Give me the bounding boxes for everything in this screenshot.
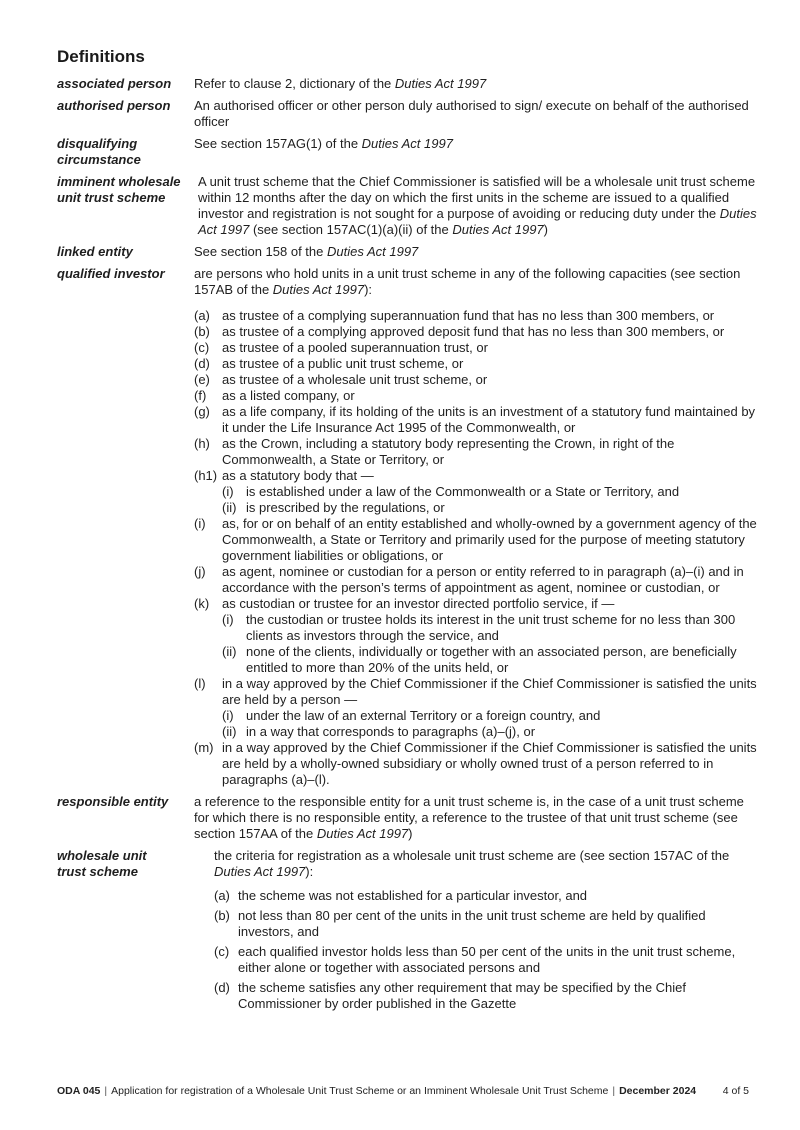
qualified-investor-list xyxy=(194,308,757,788)
definition-term: linked entity xyxy=(57,244,133,259)
act-reference: Duties Act 1997 xyxy=(214,864,306,879)
list-item-body: not less than 80 per cent of the units in the unit trust scheme are held by qualified investors, and xyxy=(238,908,706,939)
list-item-body: as a listed company, or xyxy=(222,388,355,403)
definition-associated-person xyxy=(57,76,757,92)
list-marker: (c) xyxy=(214,944,230,959)
sub-list-item-text: in a way that corresponds to paragraphs (a)–(j), or xyxy=(246,724,536,739)
definition-text xyxy=(194,136,757,168)
page-heading: Definitions xyxy=(57,47,145,66)
list-item xyxy=(194,372,757,388)
list-marker: (d) xyxy=(194,356,210,371)
list-item-text xyxy=(222,308,757,324)
list-item-body: as trustee of a complying approved deposit fund that has no less than 300 members, or xyxy=(222,324,725,339)
definition-body: A unit trust scheme that the Chief Commissioner is satisfied will be a wholesale unit trust scheme within 12 months after the day on which the first units in the scheme are issued to a qualified investor and registration is not sought for a purpose of avoiding or reducing duty under the xyxy=(198,174,756,221)
list-marker: (c) xyxy=(194,340,210,355)
list-item-body: as agent, nominee or custodian for a person or entity referred to in paragraph (a)–(i) and in accordance with the person’s terms of appointment as agent, nominee or custodian, or xyxy=(222,564,744,595)
sub-list-marker: (ii) xyxy=(222,724,237,739)
list-item xyxy=(194,740,757,788)
list-item-text xyxy=(222,676,757,740)
definition-body: are persons who hold units in a unit trust scheme in any of the following capacities (see section 157AB of the xyxy=(194,266,741,297)
list-item-text xyxy=(222,340,757,356)
list-item-body: as the Crown, including a statutory body representing the Crown, in right of the Commonwealth, a State or Territory, or xyxy=(222,436,675,467)
list-item xyxy=(214,980,757,1012)
list-item xyxy=(214,908,757,940)
definition-body: the criteria for registration as a wholesale unit trust scheme are (see section 157AC of the xyxy=(214,848,730,863)
list-item-body: as trustee of a wholesale unit trust scheme, or xyxy=(222,372,488,387)
definition-disqualifying-circumstance xyxy=(57,136,757,168)
definition-imminent-wholesale xyxy=(57,174,757,238)
act-reference: Duties Act 1997 xyxy=(394,76,487,91)
definition-term: responsible entity xyxy=(57,794,169,809)
definition-body: ): xyxy=(305,864,314,879)
definition-text xyxy=(214,848,757,1016)
list-marker: (d) xyxy=(214,980,230,995)
list-item xyxy=(194,596,757,676)
footer-separator: | xyxy=(612,1085,616,1097)
act-reference: Duties Act 1997 xyxy=(272,282,365,297)
definition-term: authorised person xyxy=(57,98,171,113)
sub-list-item-text: the custodian or trustee holds its interest in the unit trust scheme for no less than 300 clients as investors through the service, and xyxy=(246,612,736,643)
list-marker: (k) xyxy=(194,596,210,611)
definition-body: (see section 157AC(1)(a)(ii) of the xyxy=(249,222,453,237)
definition-body: ) xyxy=(543,222,548,237)
list-item-text xyxy=(222,388,757,404)
definition-text xyxy=(194,794,757,842)
list-item-text xyxy=(238,908,757,940)
list-item-text xyxy=(222,740,757,788)
sub-list-item-text: is prescribed by the regulations, or xyxy=(246,500,445,515)
list-item-body: as a statutory body that — xyxy=(222,468,374,483)
definition-text xyxy=(194,244,757,260)
list-item-text xyxy=(222,356,757,372)
list-item xyxy=(194,468,757,516)
list-item xyxy=(194,516,757,564)
list-marker: (a) xyxy=(214,888,230,903)
definition-body: Refer to clause 2, dictionary of the xyxy=(194,76,395,91)
act-reference: Duties Act 1997 xyxy=(316,826,409,841)
list-item-body: as trustee of a public unit trust scheme, or xyxy=(222,356,464,371)
act-reference: Duties Act 1997 xyxy=(452,222,544,237)
list-item xyxy=(194,564,757,596)
list-item-body: the scheme was not established for a particular investor, and xyxy=(238,888,588,903)
list-item-body: each qualified investor holds less than 50 per cent of the units in the unit trust scheme, either alone or together with associated persons and xyxy=(238,944,736,975)
sub-list-marker: (i) xyxy=(222,708,234,723)
definition-wholesale-unit-trust-scheme xyxy=(57,848,757,1016)
list-item-text xyxy=(222,372,757,388)
definition-text xyxy=(194,76,757,92)
list-marker: (a) xyxy=(194,308,210,323)
list-item-text xyxy=(222,468,757,516)
definition-qualified-investor xyxy=(57,266,757,788)
definition-term: disqualifying circumstance xyxy=(57,136,141,167)
definition-intro xyxy=(214,848,757,880)
list-item-text xyxy=(238,944,757,976)
list-item-text xyxy=(222,564,757,596)
definition-body: See section 158 of the xyxy=(194,244,327,259)
list-item xyxy=(194,308,757,324)
list-item xyxy=(194,436,757,468)
sub-list-item xyxy=(222,724,757,740)
sub-list-marker: (i) xyxy=(222,612,234,627)
definition-term: qualified investor xyxy=(57,266,165,281)
act-reference: Duties Act 1997 xyxy=(198,206,757,237)
list-marker: (i) xyxy=(194,516,206,531)
definition-intro xyxy=(194,266,757,298)
list-item xyxy=(194,404,757,436)
form-date: December 2024 xyxy=(619,1085,697,1097)
sub-list-item xyxy=(222,644,757,676)
footer-separator: | xyxy=(104,1085,108,1097)
list-item-body: as, for or on behalf of an entity established and wholly-owned by a government agency of the Commonwealth, a State or Territory and primarily used for the purpose of meeting statutory government liabilities or obligations, or xyxy=(222,516,757,563)
definition-term: imminent wholesale unit trust scheme xyxy=(57,174,181,205)
list-item xyxy=(194,388,757,404)
list-marker: (g) xyxy=(194,404,210,419)
list-item-text xyxy=(238,888,757,904)
list-item-text xyxy=(222,436,757,468)
sub-list-marker: (ii) xyxy=(222,500,237,515)
definition-term: wholesale unit trust scheme xyxy=(57,848,147,879)
list-item-body: as a life company, if its holding of the units is an investment of a statutory fund maintained by it under the Life Insurance Act 1995 of the Commonwealth, or xyxy=(222,404,756,435)
sub-list-marker: (i) xyxy=(222,484,234,499)
list-item xyxy=(214,888,757,904)
definition-authorised-person xyxy=(57,98,757,130)
definition-responsible-entity xyxy=(57,794,757,842)
list-item-body: as trustee of a pooled superannuation trust, or xyxy=(222,340,488,355)
list-item-body: as custodian or trustee for an investor directed portfolio service, if — xyxy=(222,596,615,611)
list-marker: (e) xyxy=(194,372,210,387)
page-footer xyxy=(57,1084,757,1098)
wholesale-criteria-list xyxy=(214,888,757,1012)
definition-linked-entity xyxy=(57,244,757,260)
list-item-body: in a way approved by the Chief Commissioner if the Chief Commissioner is satisfied the units are held by a wholly-owned subsidiary or wholly owned trust of a person referred to in paragraphs (a)–(l). xyxy=(222,740,757,787)
definition-body: ): xyxy=(364,282,373,297)
list-marker: (h1) xyxy=(194,468,218,483)
list-item xyxy=(214,944,757,976)
definitions-page xyxy=(57,46,757,1022)
sub-list-marker: (ii) xyxy=(222,644,237,659)
definition-text xyxy=(198,174,757,238)
sub-list-item xyxy=(222,500,757,516)
list-item xyxy=(194,356,757,372)
sub-list-item xyxy=(222,612,757,644)
list-item-body: in a way approved by the Chief Commissioner if the Chief Commissioner is satisfied the units are held by a person — xyxy=(222,676,757,707)
definition-text xyxy=(194,266,757,788)
sub-list xyxy=(222,708,757,740)
definition-text: An authorised officer or other person duly authorised to sign/ execute on behalf of the authorised officer xyxy=(194,98,749,129)
sub-list xyxy=(222,484,757,516)
list-item xyxy=(194,340,757,356)
list-marker: (j) xyxy=(194,564,206,579)
list-marker: (f) xyxy=(194,388,207,403)
sub-list xyxy=(222,612,757,676)
definition-body: a reference to the responsible entity for a unit trust scheme is, in the case of a unit trust scheme for which there is no responsible entity, a reference to the trustee of that unit trust scheme (see section 157AA of the xyxy=(194,794,744,841)
act-reference: Duties Act 1997 xyxy=(326,244,419,259)
list-marker: (l) xyxy=(194,676,206,691)
page-number: 4 of 5 xyxy=(722,1085,749,1097)
definition-body: See section 157AG(1) of the xyxy=(194,136,362,151)
form-title: Application for registration of a Wholesale Unit Trust Scheme or an Imminent Wholesale Unit Trust Scheme xyxy=(111,1085,609,1097)
form-code: ODA 045 xyxy=(57,1085,101,1097)
sub-list-item-text: none of the clients, individually or together with an associated person, are beneficially entitled to more than 20% of the units held, or xyxy=(246,644,737,675)
list-marker: (h) xyxy=(194,436,210,451)
list-item-body: as trustee of a complying superannuation fund that has no less than 300 members, or xyxy=(222,308,715,323)
act-reference: Duties Act 1997 xyxy=(361,136,453,151)
list-marker: (b) xyxy=(194,324,210,339)
definition-body: ) xyxy=(408,826,413,841)
list-item xyxy=(194,676,757,740)
definition-term: associated person xyxy=(57,76,172,91)
list-item-body: the scheme satisfies any other requirement that may be specified by the Chief Commissioner by order published in the Gazette xyxy=(238,980,687,1011)
sub-list-item-text: under the law of an external Territory or a foreign country, and xyxy=(246,708,601,723)
list-item-text xyxy=(222,516,757,564)
list-item xyxy=(194,324,757,340)
sub-list-item xyxy=(222,484,757,500)
sub-list-item xyxy=(222,708,757,724)
list-item-text xyxy=(222,596,757,676)
list-marker: (m) xyxy=(194,740,214,755)
list-item-text xyxy=(222,404,757,436)
list-item-text xyxy=(238,980,757,1012)
list-item-text xyxy=(222,324,757,340)
list-marker: (b) xyxy=(214,908,230,923)
sub-list-item-text: is established under a law of the Commonwealth or a State or Territory, and xyxy=(246,484,680,499)
